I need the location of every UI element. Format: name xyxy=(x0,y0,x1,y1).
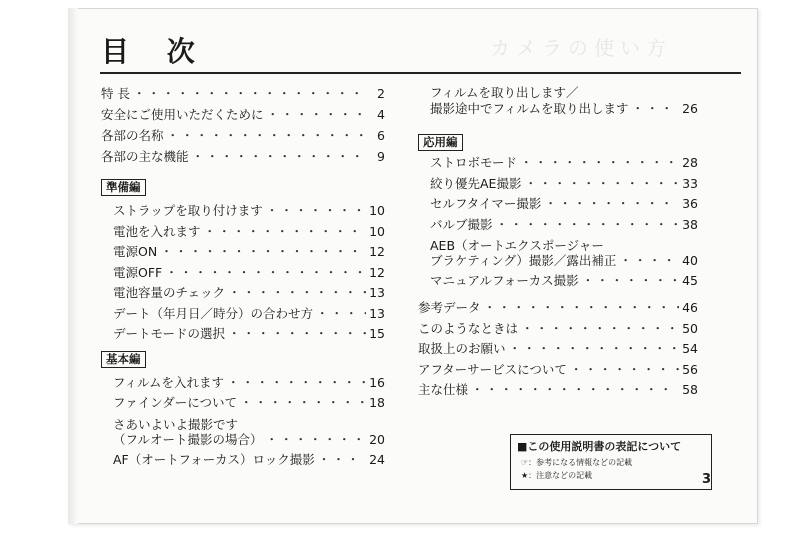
toc-entry-title: ファインダーについて xyxy=(113,395,238,410)
page-title: 目 次 xyxy=(101,35,209,68)
toc-entry xyxy=(101,149,385,165)
leader-dots xyxy=(509,341,680,357)
leader-dots xyxy=(544,196,679,212)
toc-entry-page: 12 xyxy=(369,244,385,259)
leader-dots xyxy=(484,300,680,316)
leader-dots xyxy=(165,265,366,281)
toc-entry xyxy=(430,217,698,233)
toc-entry-title: マニュアルフォーカス撮影 xyxy=(430,273,579,288)
leader-dots xyxy=(240,395,366,411)
toc-entry xyxy=(430,273,698,289)
toc-entry-page: 38 xyxy=(682,216,698,232)
section-label-preparation: 準備編 xyxy=(101,179,146,196)
toc-entry xyxy=(113,306,385,322)
leader-dots xyxy=(520,155,679,171)
toc-entry-page: 20 xyxy=(369,432,385,447)
leader-dots xyxy=(471,382,679,398)
toc-entry-page: 45 xyxy=(682,273,698,288)
note-line: ☞：参考になる情報などの記載 xyxy=(521,458,633,467)
toc-entry-title: 取扱上のお願い xyxy=(418,341,506,356)
toc-entry xyxy=(430,155,698,171)
toc-entry xyxy=(113,326,385,342)
leader-dots xyxy=(133,86,368,102)
toc-entry-title: ストラップを取り付けます xyxy=(113,203,263,218)
toc-entry-page: 28 xyxy=(682,155,698,170)
toc-entry-title: セルフタイマー撮影 xyxy=(430,196,542,211)
toc-entry-title: （フルオート撮影の場合） xyxy=(113,432,263,447)
toc-entry-page: 50 xyxy=(682,320,698,336)
toc-entry-page: 40 xyxy=(682,253,698,268)
toc-entry xyxy=(430,253,698,269)
leader-dots xyxy=(619,253,679,269)
toc-entry-page: 13 xyxy=(369,285,385,300)
leader-dots xyxy=(228,326,366,342)
bleed-through-text: カメラの使い方 xyxy=(490,36,672,60)
toc-entry-title: 特 長 xyxy=(101,86,130,101)
leader-dots xyxy=(318,452,366,468)
toc-entry xyxy=(113,395,385,411)
note-title: ■この使用説明書の表記について xyxy=(517,440,682,453)
toc-entry xyxy=(418,300,698,316)
toc-entry-page: 13 xyxy=(369,305,385,321)
toc-entry-page: 4 xyxy=(377,107,385,122)
leader-dots xyxy=(570,362,679,378)
toc-entry-title: ブラケティング）撮影／露出補正 xyxy=(430,253,617,268)
toc-entry xyxy=(113,203,385,219)
leader-dots xyxy=(267,107,368,123)
toc-entry-title: 安全にご使用いただくために xyxy=(101,107,264,122)
toc-entry-page: 12 xyxy=(369,264,385,280)
toc-entry-line1: AEB（オートエクスポージャー xyxy=(430,238,604,253)
toc-entry xyxy=(113,285,385,301)
toc-entry-line1: さあいよいよ撮影です xyxy=(113,417,239,432)
section-label-basic: 基本編 xyxy=(101,351,146,368)
title-rule xyxy=(100,72,741,74)
toc-entry-page: 33 xyxy=(682,175,698,191)
page-number: 3 xyxy=(702,472,712,487)
toc-entry xyxy=(101,107,385,123)
toc-entry xyxy=(430,101,698,117)
toc-entry-title: フィルムを入れます xyxy=(113,375,225,390)
leader-dots xyxy=(227,375,366,391)
toc-entry-title: バルブ撮影 xyxy=(430,216,493,232)
leader-dots xyxy=(496,217,680,233)
leader-dots xyxy=(266,432,367,448)
toc-entry-title: 各部の名称 xyxy=(101,128,164,143)
toc-entry-page: 9 xyxy=(377,149,385,164)
section-label-advanced: 応用編 xyxy=(418,134,463,151)
leader-dots xyxy=(167,128,368,144)
toc-entry-line1: フィルムを取り出します／ xyxy=(430,85,579,100)
toc-entry xyxy=(101,128,385,144)
toc-entry xyxy=(113,244,385,260)
toc-entry-title: AF（オートフォーカス）ロック撮影 xyxy=(113,452,315,467)
toc-entry-page: 36 xyxy=(682,196,698,211)
toc-entry-page: 54 xyxy=(682,341,698,356)
toc-entry-page: 58 xyxy=(682,382,698,397)
leader-dots xyxy=(204,224,367,240)
toc-entry xyxy=(430,196,698,212)
toc-entry-title: 参考データ xyxy=(418,300,481,315)
toc-entry-title: 電源ON xyxy=(113,244,158,259)
toc-entry-page: 16 xyxy=(369,375,385,390)
toc-entry xyxy=(101,86,385,102)
toc-entry xyxy=(113,432,385,448)
leader-dots xyxy=(316,306,366,322)
leader-dots xyxy=(266,203,366,219)
toc-entry xyxy=(418,362,698,378)
toc-entry xyxy=(418,341,698,357)
toc-entry-title: このようなときは xyxy=(418,320,519,336)
toc-entry-page: 10 xyxy=(369,203,385,218)
toc-entry-page: 26 xyxy=(682,101,698,116)
toc-entry-title: デート（年月日／時分）の合わせ方 xyxy=(113,305,314,321)
toc-entry-page: 15 xyxy=(369,326,385,341)
toc-entry-page: 46 xyxy=(682,300,698,315)
toc-entry-title: 絞り優先AE撮影 xyxy=(430,175,522,191)
toc-entry-page: 6 xyxy=(377,128,385,143)
toc-entry xyxy=(418,321,698,337)
toc-entry xyxy=(113,375,385,391)
toc-entry xyxy=(113,265,385,281)
note-line: ★：注意などの記載 xyxy=(521,471,593,480)
toc-entry-title: 電源OFF xyxy=(113,264,163,280)
toc-entry-page: 10 xyxy=(369,223,385,239)
leader-dots xyxy=(632,101,680,117)
leader-dots xyxy=(160,244,366,260)
leader-dots xyxy=(521,321,679,337)
toc-entry-page: 24 xyxy=(369,452,385,467)
toc-entry-title: ストロボモード xyxy=(430,155,518,170)
toc-entry-title: 電池を入れます xyxy=(113,223,201,239)
toc-entry-title: 電池容量のチェック xyxy=(113,285,226,300)
toc-entry xyxy=(418,382,698,398)
notation-note-box xyxy=(510,434,712,490)
toc-entry-title: デートモードの選択 xyxy=(113,326,226,341)
toc-entry-title: 主な仕様 xyxy=(418,382,469,397)
page-spine xyxy=(68,8,78,524)
leader-dots xyxy=(582,273,679,289)
leader-dots xyxy=(524,176,679,192)
toc-entry-title: アフターサービスについて xyxy=(418,361,567,377)
toc-entry-title: 撮影途中でフィルムを取り出します xyxy=(430,101,629,116)
toc-entry-page: 18 xyxy=(369,395,385,410)
leader-dots xyxy=(228,285,366,301)
toc-entry xyxy=(113,224,385,240)
toc-entry-title: 各部の主な機能 xyxy=(101,149,189,164)
leader-dots xyxy=(192,149,368,165)
toc-entry xyxy=(430,176,698,192)
toc-entry xyxy=(113,452,385,468)
toc-entry-page: 2 xyxy=(377,86,385,101)
toc-entry-page: 56 xyxy=(682,361,698,377)
